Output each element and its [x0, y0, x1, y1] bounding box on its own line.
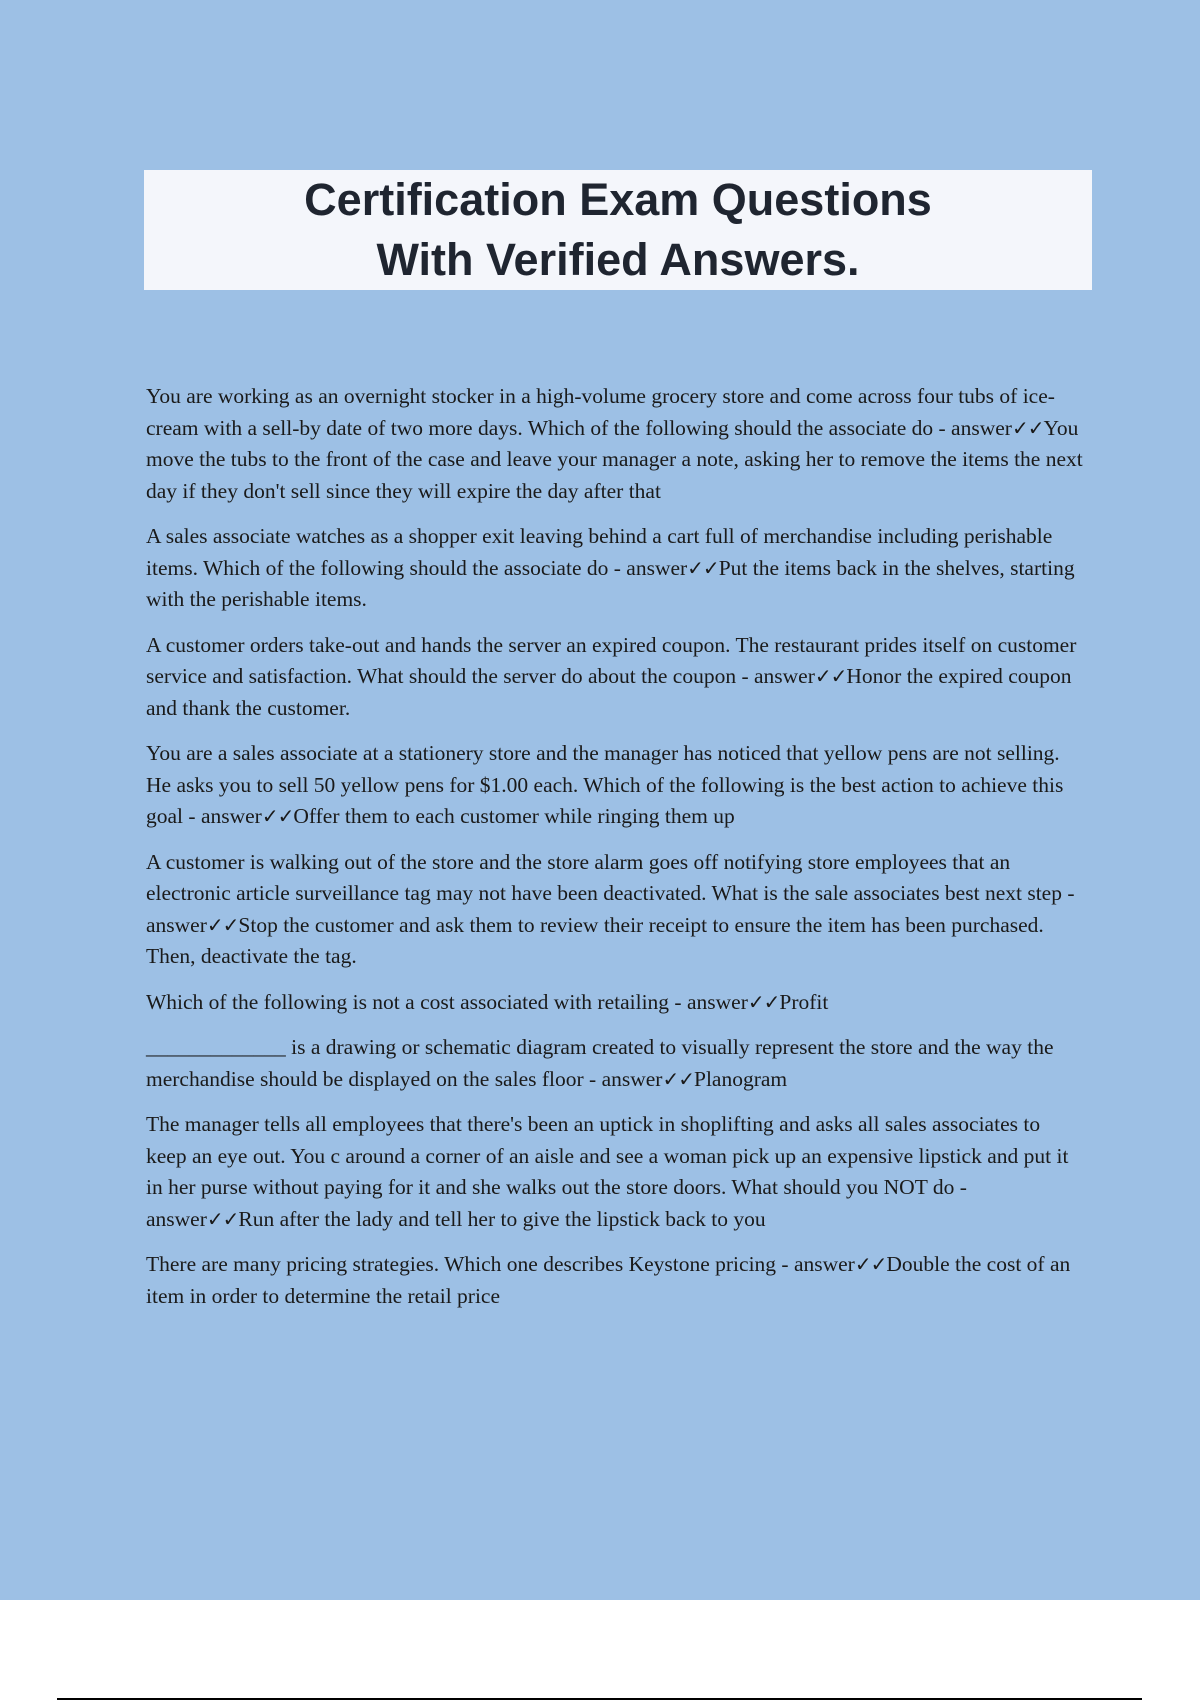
question-text: Which of the following is not a cost associated with retailing - — [146, 989, 687, 1014]
title-line-1: Certification Exam Questions — [304, 174, 932, 225]
qa-item — [146, 1249, 1086, 1312]
double-check-icon: ✓✓ — [747, 989, 780, 1014]
double-check-icon: ✓✓ — [1011, 415, 1044, 440]
double-check-icon: ✓✓ — [687, 555, 719, 580]
question-text: A customer orders take-out and hands the server an expired coupon. The restaurant prides itself on customer service and satisfaction. What should the server do about the coupon - — [146, 632, 1077, 688]
answer-text: Profit — [779, 989, 829, 1014]
question-text: A sales associate watches as a shopper exit leaving behind a cart full of merchandise including perishable items. Which of the following should the associate do - — [146, 524, 1053, 580]
question-text: A customer is walking out of the store and the store alarm goes off notifying store employees that an electronic article surveillance tag may not have been deactivated. What is the sale associates best next step - — [146, 849, 1075, 905]
answer-text: Offer them to each customer while ringing them up — [293, 804, 735, 828]
answer-marker: answer — [601, 1066, 663, 1091]
double-check-icon: ✓✓ — [662, 1066, 694, 1091]
answer-text: Run after the lady and tell her to give the lipstick back to you — [238, 1206, 766, 1231]
double-check-icon: ✓✓ — [206, 1206, 239, 1231]
qa-item — [146, 1032, 1086, 1095]
qa-item — [146, 381, 1086, 507]
answer-marker: answer — [146, 1206, 207, 1231]
qa-item — [146, 630, 1086, 725]
qa-list — [146, 381, 1086, 1326]
double-check-icon: ✓✓ — [261, 804, 294, 828]
qa-item — [146, 738, 1086, 833]
answer-text: Stop the customer and ask them to review their receipt to ensure the item has been purchased. Then, deactivate the tag. — [146, 912, 1044, 968]
title-line-2: With Verified Answers. — [376, 234, 860, 285]
title-banner — [144, 170, 1092, 290]
double-check-icon: ✓✓ — [854, 1252, 887, 1276]
question-text: You are a sales associate at a stationery store and the manager has noticed that yellow pens are not selling. He asks you to sell 50 yellow pens for $1.00 each. Which of the following is the best action to achieve this goal - — [146, 741, 1064, 828]
answer-marker: answer — [686, 989, 748, 1014]
question-text: There are many pricing strategies. Which one describes Keystone pricing - — [146, 1252, 794, 1276]
question-text: _____________ is a drawing or schematic diagram created to visually represent the store and the way the merchandise should be displayed on the sales floor - — [146, 1035, 1054, 1091]
question-text: You are working as an overnight stocker in a high-volume grocery store and come across four tubs of ice-cream with a sell-by date of two more days. Which of the following should the associate do - — [146, 384, 1055, 440]
qa-item — [146, 847, 1086, 973]
answer-text: You move the tubs to the front of the case and leave your manager a note, asking her to remove the items the next day if they don't sell since they will expire the day after that — [146, 415, 1083, 503]
answer-marker: answer — [626, 555, 688, 580]
double-check-icon: ✓✓ — [206, 912, 239, 937]
qa-item — [146, 1109, 1086, 1235]
qa-item — [146, 521, 1086, 616]
qa-item — [146, 987, 1086, 1019]
answer-marker: answer — [146, 912, 207, 937]
answer-marker: answer — [793, 1252, 855, 1276]
answer-marker: answer — [200, 804, 262, 828]
answer-marker: answer — [754, 664, 815, 688]
answer-marker: answer — [951, 415, 1012, 440]
answer-text: Put the items back in the shelves, starting with the perishable items. — [146, 555, 1075, 611]
double-check-icon: ✓✓ — [814, 664, 847, 688]
answer-text: Double the cost of an item in order to determine the retail price — [146, 1252, 1071, 1308]
question-text: The manager tells all employees that there's been an uptick in shoplifting and asks all sales associates to keep an eye out. You c around a corner of an aisle and see a woman pick up an expensive lipstick and put it in her purse without paying for it and she walks out the store doors. What should you NOT do - — [146, 1112, 1069, 1199]
answer-text: Honor the expired coupon and thank the customer. — [146, 664, 1072, 720]
answer-text: Planogram — [693, 1066, 788, 1091]
